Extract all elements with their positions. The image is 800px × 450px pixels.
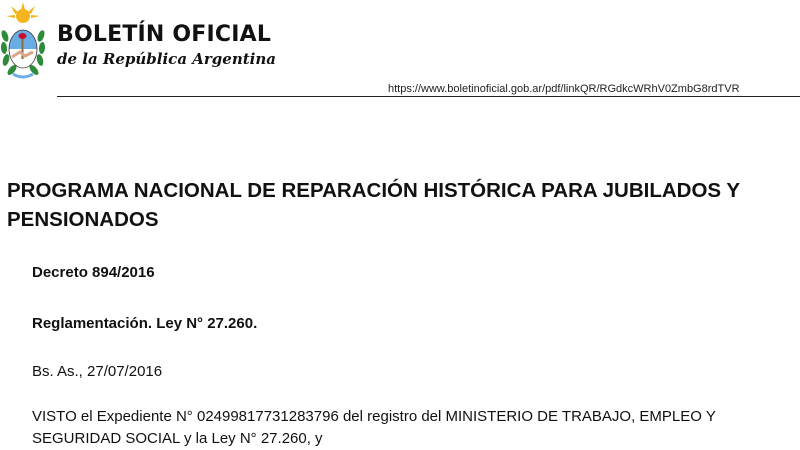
header-divider bbox=[57, 96, 800, 97]
masthead-subtitle: de la República Argentina bbox=[57, 50, 276, 68]
document-url[interactable]: https://www.boletinoficial.gob.ar/pdf/linkQR/RGdkcWRhV0ZmbG8rdTVR bbox=[388, 83, 740, 95]
visto-paragraph bbox=[32, 406, 800, 450]
regulation-line: Reglamentación. Ley N° 27.260. bbox=[32, 315, 258, 332]
decree-number: Decreto 894/2016 bbox=[32, 264, 155, 281]
masthead-title: BOLETÍN OFICIAL bbox=[57, 22, 272, 47]
date-line: Bs. As., 27/07/2016 bbox=[32, 363, 163, 380]
visto-line-1: VISTO el Expediente N° 02499817731283796 del registro del MINISTERIO DE TRABAJO, EMPLEO Y bbox=[32, 408, 716, 425]
argentina-coat-of-arms-icon bbox=[0, 2, 46, 82]
masthead bbox=[0, 0, 800, 100]
document-title: PROGRAMA NACIONAL DE REPARACIÓN HISTÓRICA PARA JUBILADOS Y PENSIONADOS bbox=[7, 179, 740, 231]
visto-line-2: SEGURIDAD SOCIAL y la Ley N° 27.260, y bbox=[32, 430, 323, 447]
